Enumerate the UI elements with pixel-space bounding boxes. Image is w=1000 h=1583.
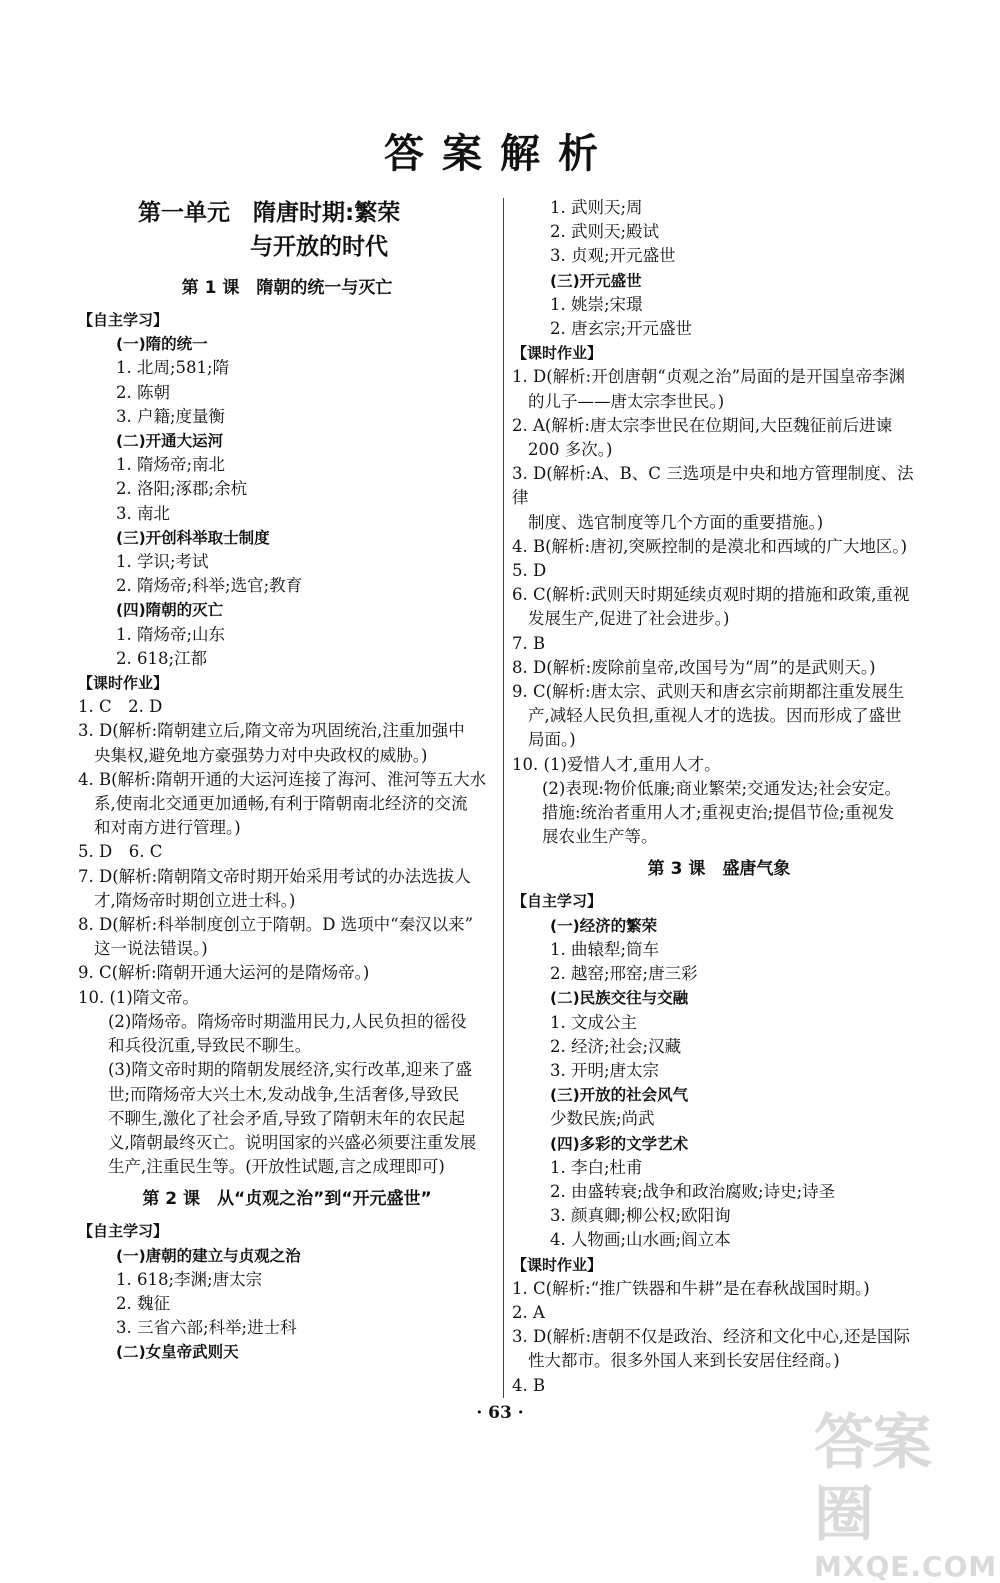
column-divider xyxy=(503,198,504,1398)
answer-line: 3. D(解析:唐朝不仅是政治、经济和文化中心,还是国际 xyxy=(512,1327,910,1347)
lesson-2-title: 第 2 课 从“贞观之治”到“开元盛世” xyxy=(142,1189,432,1210)
answer-line: 2. 618;江都 xyxy=(116,648,208,668)
answer-line: 世;而隋炀帝大兴土木,发动战争,生活奢侈,导致民 xyxy=(108,1084,460,1104)
answer-line: 9. C(解析:隋朝开通大运河的是隋炀帝。) xyxy=(78,963,370,983)
answer-line: 2. 洛阳;涿郡;余杭 xyxy=(116,479,248,499)
answer-line: 1. 隋炀帝;南北 xyxy=(116,455,226,475)
answer-line: 1. D(解析:开创唐朝“贞观之治”局面的是开国皇帝李渊 xyxy=(512,367,906,387)
answer-line: 不聊生,激化了社会矛盾,导致了隋朝末年的农民起 xyxy=(108,1108,465,1128)
answer-line: 10. (1)爱惜人才,重用人才。 xyxy=(512,754,721,774)
answer-line: 产,减轻人民负担,重视人才的选拔。因而形成了盛世 xyxy=(528,706,902,726)
answer-line: 2. 武则天;殿试 xyxy=(550,222,660,242)
answer-line: 4. B(解析:隋朝开通的大运河连接了海河、淮河等五大水 xyxy=(78,769,487,789)
answer-line: 8. D(解析:科举制度创立于隋朝。D 选项中“秦汉以来” xyxy=(78,915,474,935)
answer-line: 1. C(解析:“推广铁器和牛耕”是在春秋战国时期。) xyxy=(512,1278,870,1298)
answer-line: 3. D(解析:A、B、C 三选项是中央和地方管理制度、法律 xyxy=(512,464,914,508)
answer-line: 2. A xyxy=(512,1302,545,1322)
lesson-3-title: 第 3 课 盛唐气象 xyxy=(647,859,791,880)
watermark-logo xyxy=(814,1407,998,1583)
answer-line: 3. 南北 xyxy=(116,503,170,523)
answer-line: 1. 文成公主 xyxy=(550,1012,637,1032)
unit-title xyxy=(78,196,496,264)
answer-line: 5. D 6. C xyxy=(78,842,163,862)
sub-heading: (四)隋朝的灭亡 xyxy=(116,601,224,620)
answer-line: 3. 三省六部;科举;进士科 xyxy=(116,1318,297,1338)
answer-line: 2. 魏征 xyxy=(116,1293,170,1313)
answer-line: 1. 武则天;周 xyxy=(550,198,643,217)
answer-line: 1. 李白;杜甫 xyxy=(550,1157,643,1177)
section-heading: 【课时作业】 xyxy=(512,1255,603,1274)
answer-line: 3. D(解析:隋朝建立后,隋文帝为巩固统治,注重加强中 xyxy=(78,721,465,741)
answer-line: 3. 户籍;度量衡 xyxy=(116,406,226,426)
sub-heading: (一)唐朝的建立与贞观之治 xyxy=(116,1246,301,1265)
answer-line: 2. 陈朝 xyxy=(116,382,170,402)
answer-line: (3)隋文帝时期的隋朝发展经济,实行改革,迎来了盛 xyxy=(108,1060,472,1080)
answer-line: 1. 曲辕犁;筒车 xyxy=(550,939,660,959)
answer-line: 2. A(解析:唐太宗李世民在位期间,大臣魏征前后进谏 xyxy=(512,415,893,435)
answer-line: 的儿子——唐太宗李世民。) xyxy=(528,391,725,411)
answer-line: 3. 开明;唐太宗 xyxy=(550,1060,660,1080)
answer-line: 1. 隋炀帝;山东 xyxy=(116,624,226,644)
answer-line: 这一说法错误。) xyxy=(94,939,208,959)
answer-line: 200 多次。) xyxy=(528,440,613,460)
section-heading: 【自主学习】 xyxy=(78,1222,169,1241)
page-title: 答案解析 xyxy=(384,131,616,177)
sub-heading: (一)经济的繁荣 xyxy=(550,916,658,935)
answer-line: 4. B(解析:唐初,突厥控制的是漠北和西域的广大地区。) xyxy=(512,536,908,556)
answer-line: 1. 618;李渊;唐太宗 xyxy=(116,1269,263,1289)
answer-line: 1. 学识;考试 xyxy=(116,552,209,572)
answer-line: (2)隋炀帝。隋炀帝时期滥用民力,人民负担的徭役 xyxy=(108,1011,467,1031)
answer-line: 央集权,避免地方豪强势力对中央政权的威胁。) xyxy=(94,745,428,765)
answer-line: 2. 唐玄宗;开元盛世 xyxy=(550,319,693,339)
left-column xyxy=(78,196,496,1365)
sub-heading: (四)多彩的文学艺术 xyxy=(550,1134,689,1153)
answer-line: 2. 越窑;邢窑;唐三彩 xyxy=(550,964,698,984)
answer-line: 4. 人物画;山水画;阎立本 xyxy=(550,1230,731,1250)
lesson-1-title: 第 1 课 隋朝的统一与灭亡 xyxy=(181,278,393,298)
answer-line: 和对南方进行管理。) xyxy=(94,818,241,838)
answer-line: 8. D(解析:废除前皇帝,改国号为“周”的是武则天。) xyxy=(512,657,876,677)
sub-heading: (二)开通大运河 xyxy=(116,432,224,451)
answer-line: 系,使南北交通更加通畅,有利于隋朝南北经济的交流 xyxy=(94,794,468,814)
answer-line: 1. 北周;581;隋 xyxy=(116,358,230,378)
answer-line: 和兵役沉重,导致民不聊生。 xyxy=(108,1036,312,1056)
unit-title-line-2: 与开放的时代 xyxy=(250,234,388,260)
answer-line: 生产,注重民生等。(开放性试题,言之成理即可) xyxy=(108,1157,445,1177)
section-heading: 【自主学习】 xyxy=(78,311,169,329)
answer-line: 2. 经济;社会;汉藏 xyxy=(550,1036,682,1056)
answer-line: 展农业生产等。 xyxy=(542,827,658,847)
answer-line: 2. 隋炀帝;科举;选官;教育 xyxy=(116,576,303,596)
answer-line: 才,隋炀帝时期创立进士科。) xyxy=(94,890,296,910)
answer-line: (2)表现:物价低廉;商业繁荣;交通发达;社会安定。 xyxy=(542,778,902,798)
answer-line: 10. (1)隋文帝。 xyxy=(78,987,199,1007)
page-number: · 63 · xyxy=(476,1403,524,1423)
answer-line: 义,隋朝最终灭亡。说明国家的兴盛必须要注重发展 xyxy=(108,1132,477,1152)
watermark-text-cn: 答案圈 xyxy=(814,1408,930,1550)
right-column xyxy=(512,196,926,1398)
sub-heading: (三)开放的社会风气 xyxy=(550,1086,689,1105)
answer-line: 3. 贞观;开元盛世 xyxy=(550,246,676,266)
answer-line: 制度、选官制度等几个方面的重要措施。) xyxy=(528,512,824,532)
answer-line: 措施:统治者重用人才;重视吏治;提倡节俭;重视发 xyxy=(542,803,895,823)
answer-line: 6. C(解析:武则天时期延续贞观时期的措施和政策,重视 xyxy=(512,585,910,605)
sub-heading: (三)开创科举取士制度 xyxy=(116,528,270,547)
answer-line: 性大都市。很多外国人来到长安居住经商。) xyxy=(528,1351,840,1371)
answer-line: 3. 颜真卿;柳公权;欧阳询 xyxy=(550,1206,731,1226)
unit-title-line-1: 第一单元 隋唐时期:繁荣 xyxy=(138,200,401,226)
sub-heading: (二)民族交往与交融 xyxy=(550,989,689,1008)
sub-heading: (一)隋的统一 xyxy=(116,335,208,354)
answer-line: 少数民族;尚武 xyxy=(550,1109,655,1129)
answer-line: 4. B xyxy=(512,1375,546,1395)
section-heading: 【课时作业】 xyxy=(512,344,603,363)
answer-line: 7. D(解析:隋朝隋文帝时期开始采用考试的办法选拔人 xyxy=(78,866,471,886)
watermark-text-en: MXQE.COM xyxy=(814,1550,998,1583)
section-heading: 【自主学习】 xyxy=(512,892,603,911)
answer-line: 9. C(解析:唐太宗、武则天和唐玄宗前期都注重发展生 xyxy=(512,682,905,702)
answer-line: 局面。) xyxy=(528,730,576,750)
answer-line: 1. 姚崇;宋璟 xyxy=(550,294,643,314)
sub-heading: (二)女皇帝武则天 xyxy=(116,1343,239,1362)
answer-line: 发展生产,促进了社会进步。) xyxy=(528,609,730,629)
answer-line: 1. C 2. D xyxy=(78,697,163,717)
section-heading: 【课时作业】 xyxy=(78,674,169,693)
answer-line: 5. D xyxy=(512,561,547,581)
answer-line: 7. B xyxy=(512,633,546,653)
answer-line: 2. 由盛转衰;战争和政治腐败;诗史;诗圣 xyxy=(550,1181,836,1201)
sub-heading: (三)开元盛世 xyxy=(550,271,642,290)
